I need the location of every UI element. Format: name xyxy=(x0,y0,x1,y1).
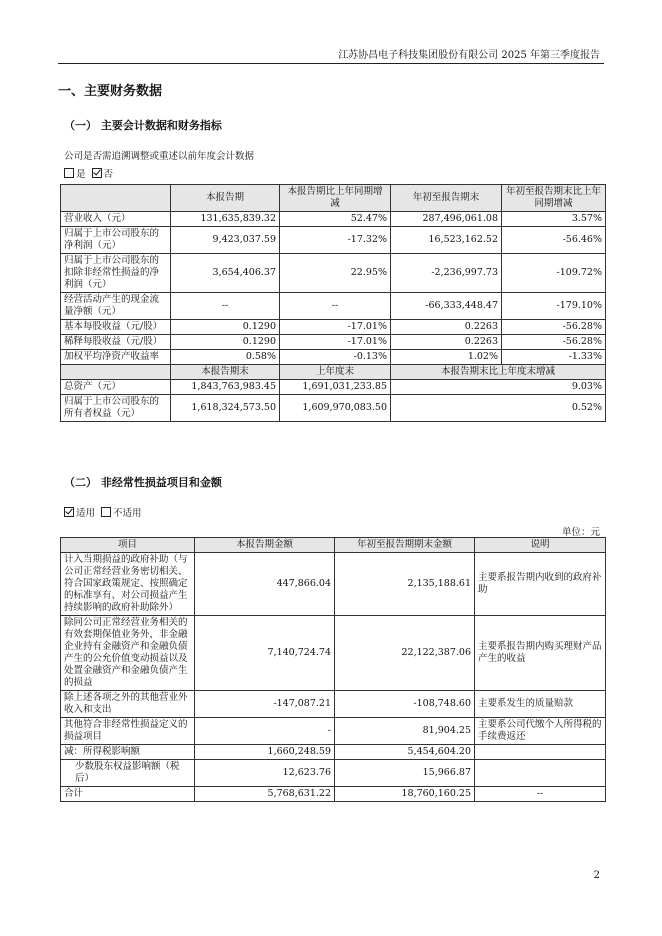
table-cell xyxy=(475,745,606,760)
row-label: 基本每股收益（元/股） xyxy=(61,320,171,335)
table-row xyxy=(61,760,606,787)
table-header-cell: 本报告期金额 xyxy=(195,538,335,553)
row-label: 合计 xyxy=(61,787,195,802)
table-header-row xyxy=(61,538,606,553)
table-cell: 主要系公司代缴个人所得税的手续费返还 xyxy=(475,718,606,745)
page-number: 2 xyxy=(593,870,600,881)
table-row xyxy=(61,227,606,254)
table-subheader-row xyxy=(61,365,606,380)
table-subheader-cell xyxy=(61,365,171,380)
row-label: 总资产（元） xyxy=(61,380,171,395)
table-cell: 12,623.76 xyxy=(195,760,335,787)
table-cell: -56.46% xyxy=(502,227,606,254)
checkbox-no[interactable] xyxy=(92,168,102,178)
table-cell: 5,768,631.22 xyxy=(195,787,335,802)
option-yes-label: 是 xyxy=(76,169,86,180)
applicability-options xyxy=(64,505,142,519)
table-cell: 22,122,387.06 xyxy=(335,616,475,691)
table-cell: -2,236,997.73 xyxy=(391,254,502,293)
row-label: 营业收入（元） xyxy=(61,212,171,227)
key-financial-table xyxy=(60,184,606,422)
table-cell: 22.95% xyxy=(280,254,391,293)
table-cell: 447,866.04 xyxy=(195,553,335,616)
row-label: 归属于上市公司股东的净利润（元） xyxy=(61,227,171,254)
table-cell: 主要系报告期内收到的政府补助 xyxy=(475,553,606,616)
table-cell: 1,843,763,983.45 xyxy=(171,380,280,395)
section-title-main-financial-data: 一、主要财务数据 xyxy=(58,84,163,99)
table-header-cell: 本报告期比上年同期增减 xyxy=(280,185,391,212)
table-cell: 16,523,162.52 xyxy=(391,227,502,254)
table-cell: 3.57% xyxy=(502,212,606,227)
table-subheader-cell: 本报告期末比上年度末增减 xyxy=(391,365,606,380)
table-cell: -17.01% xyxy=(280,320,391,335)
section-title-accounting-data: （一） 主要会计数据和财务指标 xyxy=(64,119,222,132)
page-header: 江苏协昌电子科技集团股份有限公司 2025 年第三季度报告 xyxy=(338,50,600,61)
table-cell: -179.10% xyxy=(502,293,606,320)
table-cell: -109.72% xyxy=(502,254,606,293)
table-header-cell xyxy=(61,185,171,212)
table-row xyxy=(61,691,606,718)
table-cell: 0.1290 xyxy=(171,335,280,350)
row-label: 少数股东权益影响额（税后） xyxy=(61,760,195,787)
section-title-non-recurring: （二） 非经常性损益项目和金额 xyxy=(64,476,222,489)
table-cell: 主要系发生的质量赔款 xyxy=(475,691,606,718)
table-cell: -0.13% xyxy=(280,350,391,365)
row-label: 归属于上市公司股东的所有者权益（元） xyxy=(61,395,171,422)
table-cell: 9,423,037.59 xyxy=(171,227,280,254)
table-cell: -147,087.21 xyxy=(195,691,335,718)
table-cell: 1,660,248.59 xyxy=(195,745,335,760)
table-header-cell: 年初至报告期期末金额 xyxy=(335,538,475,553)
restatement-options xyxy=(64,166,113,180)
row-label: 计入当期损益的政府补助（与公司正常经营业务密切相关、符合国家政策规定、按照确定的标准享有、对公司损益产生持续影响的政府补助除外） xyxy=(61,553,195,616)
table-cell: -- xyxy=(171,293,280,320)
row-label: 除上述各项之外的其他营业外收入和支出 xyxy=(61,691,195,718)
table-row xyxy=(61,787,606,802)
table-row xyxy=(61,254,606,293)
table-row xyxy=(61,616,606,691)
table-row xyxy=(61,745,606,760)
table-cell: 81,904.25 xyxy=(335,718,475,745)
table-row xyxy=(61,395,606,422)
table-cell: 131,635,839.32 xyxy=(171,212,280,227)
table-subheader-cell: 上年度末 xyxy=(280,365,391,380)
header-rule xyxy=(58,63,604,64)
table-header-cell: 年初至报告期末 xyxy=(391,185,502,212)
table-subheader-cell: 本报告期末 xyxy=(171,365,280,380)
table-cell: - xyxy=(195,718,335,745)
row-label: 其他符合非经常性损益定义的损益项目 xyxy=(61,718,195,745)
table-cell: -108,748.60 xyxy=(335,691,475,718)
non-recurring-table xyxy=(60,537,606,802)
table-cell: 287,496,061.08 xyxy=(391,212,502,227)
checkbox-applicable[interactable] xyxy=(64,507,74,517)
table-cell: -- xyxy=(475,787,606,802)
checkbox-yes[interactable] xyxy=(64,168,74,178)
table-cell: 0.52% xyxy=(391,395,606,422)
table-row xyxy=(61,293,606,320)
table-cell: 5,454,604.20 xyxy=(335,745,475,760)
row-label: 稀释每股收益（元/股） xyxy=(61,335,171,350)
checkbox-not-applicable[interactable] xyxy=(101,507,111,517)
table-cell: 7,140,724.74 xyxy=(195,616,335,691)
table-header-cell: 说明 xyxy=(475,538,606,553)
row-label: 减：所得税影响额 xyxy=(61,745,195,760)
option-applicable-label: 适用 xyxy=(76,508,96,519)
table-row xyxy=(61,718,606,745)
table-cell: 0.58% xyxy=(171,350,280,365)
table-cell: -- xyxy=(280,293,391,320)
table-row xyxy=(61,553,606,616)
table-cell: 52.47% xyxy=(280,212,391,227)
table-cell: 15,966.87 xyxy=(335,760,475,787)
table-cell: 1,618,324,573.50 xyxy=(171,395,280,422)
table-header-cell: 本报告期 xyxy=(171,185,280,212)
option-not-applicable-label: 不适用 xyxy=(113,508,142,519)
table-cell: 18,760,160.25 xyxy=(335,787,475,802)
table-cell: 0.2263 xyxy=(391,320,502,335)
table-cell: 主要系报告期内购买理财产品产生的收益 xyxy=(475,616,606,691)
row-label: 归属于上市公司股东的扣除非经常性损益的净利润（元） xyxy=(61,254,171,293)
table-cell: 1,609,970,083.50 xyxy=(280,395,391,422)
table-cell: 1,691,031,233.85 xyxy=(280,380,391,395)
table-row xyxy=(61,350,606,365)
table-row xyxy=(61,320,606,335)
option-no-label: 否 xyxy=(103,169,114,180)
table-cell: 1.02% xyxy=(391,350,502,365)
table-cell: 2,135,188.61 xyxy=(335,553,475,616)
table-cell: 3,654,406.37 xyxy=(171,254,280,293)
table-row xyxy=(61,212,606,227)
table-cell xyxy=(475,760,606,787)
table-cell: -66,333,448.47 xyxy=(391,293,502,320)
table-cell: 0.2263 xyxy=(391,335,502,350)
table-cell: -56.28% xyxy=(502,320,606,335)
table-cell: -56.28% xyxy=(502,335,606,350)
table-cell: -17.01% xyxy=(280,335,391,350)
table-row xyxy=(61,380,606,395)
table-cell: -1.33% xyxy=(502,350,606,365)
table-cell: 9.03% xyxy=(391,380,606,395)
row-label: 除同公司正常经营业务相关的有效套期保值业务外，非金融企业持有金融资产和金融负债产生的公允价值变动损益以及处置金融资产和金融负债产生的损益 xyxy=(61,616,195,691)
table-cell: 0.1290 xyxy=(171,320,280,335)
table-header-row xyxy=(61,185,606,212)
row-label: 经营活动产生的现金流量净额（元） xyxy=(61,293,171,320)
restatement-question: 公司是否需追溯调整或重述以前年度会计数据 xyxy=(64,151,255,162)
table-row xyxy=(61,335,606,350)
table-cell: -17.32% xyxy=(280,227,391,254)
table-header-cell: 项目 xyxy=(61,538,195,553)
unit-label: 单位：元 xyxy=(561,527,600,538)
table-header-cell: 年初至报告期末比上年同期增减 xyxy=(502,185,606,212)
row-label: 加权平均净资产收益率 xyxy=(61,350,171,365)
